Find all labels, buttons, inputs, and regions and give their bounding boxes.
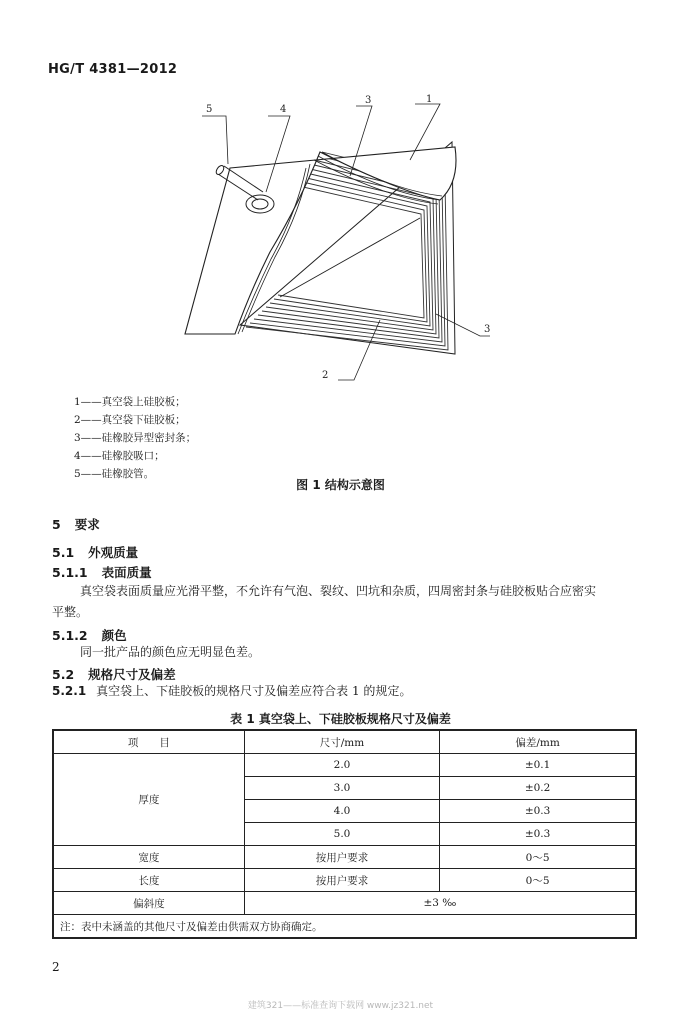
skew-value: ±3 ‰: [244, 892, 636, 915]
width-tolerance: 0～5: [440, 846, 636, 869]
table-note-row: [53, 915, 636, 939]
callout-3-top: 3: [365, 95, 372, 106]
callout-2: 2: [322, 370, 329, 381]
table-row: [53, 869, 636, 892]
table-row: [53, 892, 636, 915]
table-header-row: [53, 730, 636, 754]
table-note: 注：表中未涵盖的其他尺寸及偏差由供需双方协商确定。: [53, 915, 636, 939]
color-text: 同一批产品的颜色应无明显色差。: [80, 645, 261, 659]
size-cell: 3.0: [244, 777, 439, 800]
callout-3-right: 3: [484, 324, 490, 335]
legend-item: 5——硅橡胶管。: [74, 468, 155, 480]
legend-item: 1——真空袋上硅胶板；: [74, 396, 186, 408]
section-5-heading: 5 要求: [52, 517, 100, 532]
section-5-1-2-heading: 5.1.2 颜色: [52, 628, 127, 643]
section-5-1-1-heading: 5.1.1 表面质量: [52, 565, 152, 580]
thickness-label: 厚度: [53, 754, 244, 846]
spec-table: [52, 729, 637, 939]
header-size: 尺寸/mm: [244, 730, 439, 754]
suction-nozzle: [246, 195, 274, 213]
standard-code: HG/T 4381—2012: [48, 62, 178, 77]
table-row: [53, 754, 636, 777]
page-number: 2: [52, 960, 60, 974]
surface-quality-text-line1: 真空袋表面质量应光滑平整，不允许有气泡、裂纹、凹坑和杂质，四周密封条与硅胶板贴合应密实: [80, 584, 597, 598]
width-label: 宽度: [53, 846, 244, 869]
figure-caption: 图 1 结构示意图: [296, 478, 385, 492]
size-cell: 2.0: [244, 754, 439, 777]
section-5-2-1-text: 5.2.1 真空袋上、下硅胶板的规格尺寸及偏差应符合表 1 的规定。: [52, 684, 412, 698]
section-5-2-heading: 5.2 规格尺寸及偏差: [52, 667, 176, 682]
tolerance-cell: ±0.3: [440, 823, 636, 846]
legend-item: 2——真空袋下硅胶板；: [74, 414, 186, 426]
section-5-1-heading: 5.1 外观质量: [52, 545, 139, 560]
surface-quality-text-line2: 平整。: [52, 605, 89, 619]
table-caption: 表 1 真空袋上、下硅胶板规格尺寸及偏差: [230, 712, 451, 726]
table-row: [53, 846, 636, 869]
width-size: 按用户要求: [244, 846, 439, 869]
skew-label: 偏斜度: [53, 892, 244, 915]
figure-legend: [74, 393, 196, 483]
structure-diagram: [150, 92, 490, 382]
legend-item: 4——硅橡胶吸口；: [74, 450, 165, 462]
length-label: 长度: [53, 869, 244, 892]
legend-item: 3——硅橡胶异型密封条；: [74, 432, 197, 444]
header-item: 项 目: [53, 730, 244, 754]
callout-4: 4: [280, 104, 287, 115]
length-size: 按用户要求: [244, 869, 439, 892]
tolerance-cell: ±0.2: [440, 777, 636, 800]
header-tolerance: 偏差/mm: [440, 730, 636, 754]
size-cell: 5.0: [244, 823, 439, 846]
size-cell: 4.0: [244, 800, 439, 823]
tolerance-cell: ±0.1: [440, 754, 636, 777]
length-tolerance: 0～5: [440, 869, 636, 892]
tolerance-cell: ±0.3: [440, 800, 636, 823]
callout-5: 5: [206, 104, 213, 115]
footer-watermark: 建筑321——标准查询下载网 www.jz321.net: [247, 1001, 434, 1011]
callout-1: 1: [426, 94, 433, 105]
